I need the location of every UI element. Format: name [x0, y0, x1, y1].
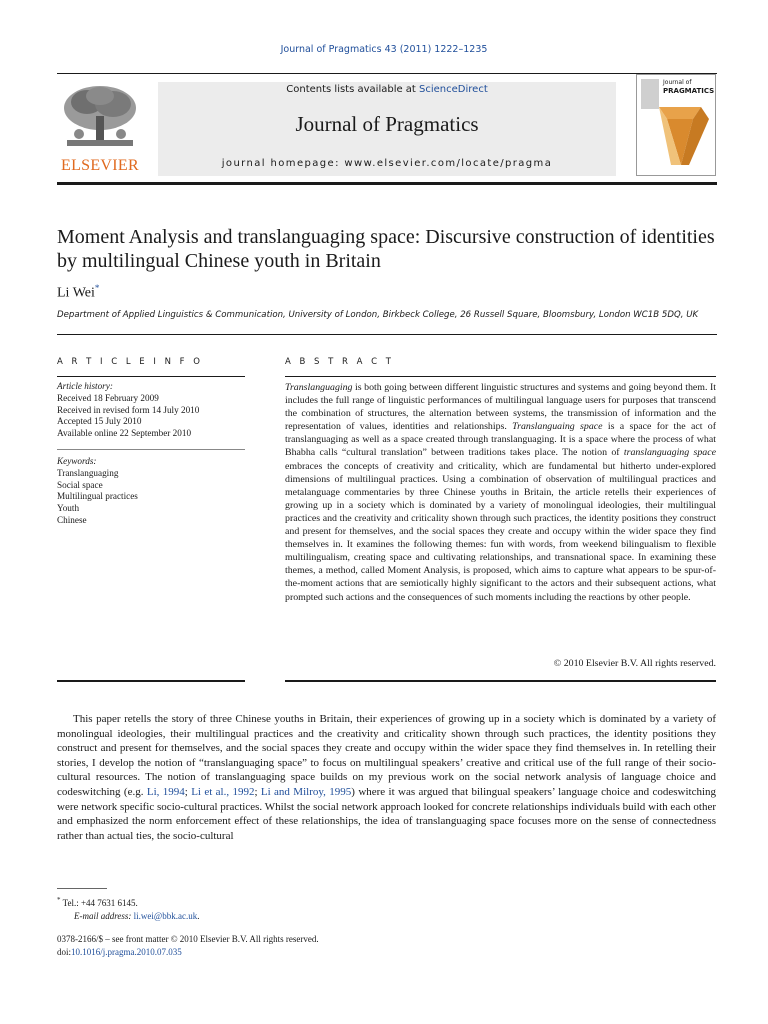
doi-link[interactable]: 10.1016/j.pragma.2010.07.035	[71, 946, 182, 957]
title-bottom-rule	[57, 334, 717, 335]
tree-icon	[57, 82, 143, 154]
email-link[interactable]: li.wei@bbk.ac.uk	[133, 910, 198, 921]
abstract-text	[285, 381, 716, 604]
email-end: .	[197, 910, 200, 921]
citation-link[interactable]: Li, 1994	[146, 785, 185, 798]
author-footnote-mark[interactable]: *	[94, 283, 100, 293]
citation-link[interactable]: Li et al., 1992	[191, 785, 255, 798]
journal-cover-thumbnail	[636, 74, 716, 176]
history-item: Accepted 15 July 2010	[57, 416, 142, 427]
abstract-term: Translanguaging	[285, 382, 353, 393]
history-item: Received in revised form 14 July 2010	[57, 404, 200, 415]
abstract-rule	[285, 376, 716, 377]
citation-link[interactable]: Li and Milroy, 1995	[260, 785, 352, 798]
email-label: E-mail address:	[74, 910, 134, 921]
cover-title-big: PRAGMATICS	[663, 87, 715, 95]
header-top-rule	[57, 73, 717, 74]
author-affiliation: Department of Applied Linguistics & Communication, University of London, Birkbeck College, 26 Russell Square, Bloomsbury, London WC1B 5DQ, UK	[57, 310, 699, 320]
abstract-segment: embraces the concepts of creativity and criticality, which are fundamental but hitherto under-explored dimensions of multilingual practices. Using a combination of observation of multilingual practices and metalanguage commentaries by three Chinese youths in Britain, the article retells their experiences of growing up in a society which is dominated by a variety of monolingual ideologies, their multilingual practices and the creativity and criticality shown through such practices, the identity positions they construct and present for themselves, and the social spaces they create and occupy within the wider space they find themselves in. It examines the following themes: fun with words, from weekend bilingualism to flexible multilingualism, creating space and cultivating relationships, and transnational space. In examining these themes, a method, called Moment Analysis, is proposed, which aims to capture what appears to be spur-of-the-moment actions that are semiotically highly significant to the actors and their subsequent actions, what prompted such actions and the consequences of such moments including the reactions by other people.	[285, 460, 716, 603]
abstract-bottom-rule	[285, 680, 716, 682]
footnote-tel	[57, 894, 357, 910]
elsevier-logo-text: ELSEVIER	[61, 157, 139, 174]
keyword-item: Multilingual practices	[57, 491, 138, 502]
footnote-rule	[57, 888, 107, 889]
history-item: Available online 22 September 2010	[57, 428, 192, 439]
cover-artwork-icon	[637, 75, 715, 175]
abstract-segment: is a space for the act of translanguaging as well as a space created through translanguaging. It is a space where the process of what Bhabha calls “cultural translation” between traditions takes place. The notion of	[285, 421, 717, 459]
cover-title-small: Journal of	[663, 79, 692, 86]
doi-line	[57, 946, 457, 959]
keywords-list	[57, 456, 245, 527]
citation-separator: ;	[254, 785, 261, 798]
abstract-term: translanguaging space	[623, 447, 716, 459]
author-name	[57, 283, 99, 302]
abstract-heading: A B S T R A C T	[285, 357, 394, 367]
journal-homepage[interactable]: journal homepage: www.elsevier.com/locate/pragma	[221, 158, 553, 169]
contents-prefix: Contents lists available at	[286, 84, 420, 95]
issn-line: 0378-2166/$ – see front matter © 2010 Elsevier B.V. All rights reserved.	[57, 934, 319, 944]
keyword-item: Youth	[57, 503, 80, 514]
front-matter	[57, 933, 457, 958]
article-info-rule	[57, 376, 245, 377]
intro-text: ) where it was argued that bilingual speakers’ language choice and codeswitching were network specific socio-cultural practices. Whilst the social network approach looked for concrete relationships individuals build with each other and emphasized the norm enforcement effect of these relationships, the idea of translanguaging space focuses more on the sense of connectedness rather than actual ties, the socio-cultural	[57, 785, 717, 842]
footnote-email	[57, 910, 357, 923]
footnote-tel-text: Tel.: +44 7631 6145.	[62, 898, 138, 908]
abstract-copyright: © 2010 Elsevier B.V. All rights reserved.	[553, 658, 716, 669]
author-footnote	[57, 894, 357, 922]
abstract-segment: is both going between different linguistic structures and systems and going beyond them. It includes the full range of linguistic performances of multilingual language users for purposes that transcend the combination of structures, the alternation between systems, the transmission of information and the representation of values, identities and relationships.	[285, 382, 716, 433]
journal-citation[interactable]: Journal of Pragmatics 43 (2011) 1222–1235	[280, 44, 488, 55]
info-bottom-rule	[57, 680, 245, 682]
sciencedirect-link[interactable]: ScienceDirect	[419, 84, 488, 95]
footnote-mark: *	[57, 896, 61, 904]
intro-text: This paper retells the story of three Chinese youths in Britain, their experiences of growing up in a society which is dominated by a variety of monolingual ideologies, their multilingual practices and the creativity and criticality shown through such practices, the identity positions they construct and present for themselves, and the social spaces they create and occupy within the wider space they find themselves in. In retelling their stories, I develop the notion of “translanguaging space” to focus on multilingual speakers’ creative and critical use of the full range of their socio-cultural resources. The notion of translanguaging space builds on my previous work on the social network analysis of language choice and codeswitching (e.g.	[57, 713, 716, 798]
author-name-text: Li Wei	[57, 285, 95, 301]
keywords-label: Keywords:	[57, 456, 97, 466]
history-label: Article history:	[57, 381, 113, 391]
history-divider	[57, 449, 245, 450]
citation-separator: ;	[184, 785, 192, 798]
header-bottom-rule	[57, 182, 717, 185]
journal-title: Journal of Pragmatics	[295, 112, 479, 136]
intro-paragraph	[57, 712, 716, 843]
abstract-term: Translanguaing space	[512, 421, 603, 433]
contents-line	[158, 84, 616, 95]
keyword-item: Translanguaging	[57, 467, 119, 478]
history-item: Received 18 February 2009	[57, 392, 159, 403]
article-info-heading: A R T I C L E I N F O	[57, 357, 203, 367]
article-title: Moment Analysis and translanguaging space: Discursive construction of identities by multilingual Chinese youth in Britain	[57, 226, 715, 272]
article-history	[57, 381, 245, 440]
keyword-item: Chinese	[57, 514, 87, 525]
doi-label: doi:	[57, 946, 72, 957]
keyword-item: Social space	[57, 479, 103, 490]
